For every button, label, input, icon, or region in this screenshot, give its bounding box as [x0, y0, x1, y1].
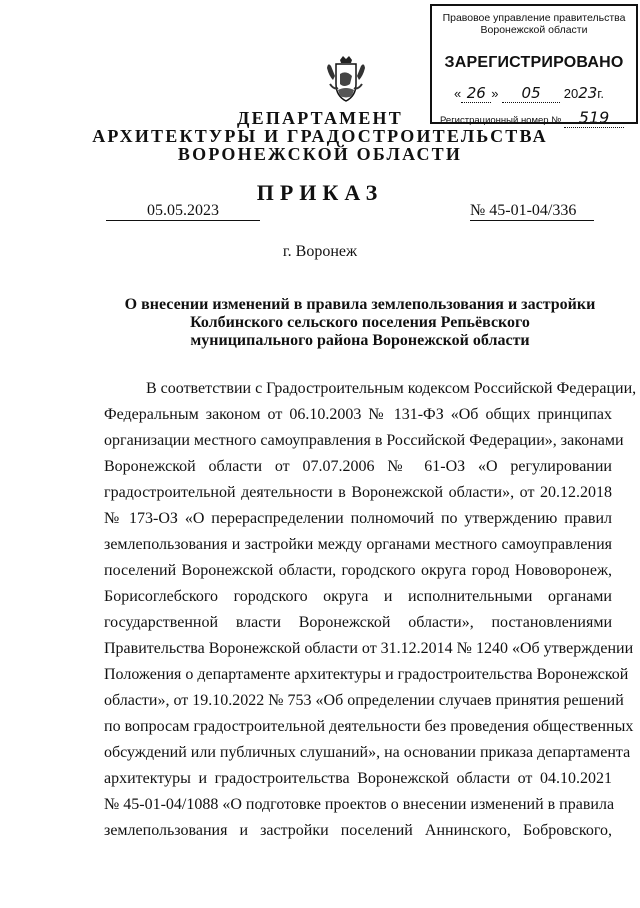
stamp-day: 26 — [461, 84, 491, 103]
stamp-org-line1: Правовое управление правительства — [442, 12, 626, 24]
stamp-date: « 26 » 05 2023г. — [454, 84, 605, 102]
stamp-org-line2: Воронежской области — [480, 24, 588, 36]
body-line: Федеральным законом от 06.10.2003 № 131-ФЗ «Об общих принципах — [104, 406, 612, 423]
body-line: по вопросам градостроительной деятельности без проведения общественных — [104, 718, 634, 735]
subject-line3: муниципального района Воронежской области — [190, 332, 530, 349]
body-line: Правительства Воронежской области от 31.12.2014 № 1240 «Об утверждении — [104, 640, 634, 657]
department-title-line3: ВОРОНЕЖСКОЙ ОБЛАСТИ — [177, 144, 463, 164]
stamp-year-suffix: 23 — [578, 84, 598, 102]
stamp-number: 519 — [564, 108, 624, 128]
registration-stamp — [430, 4, 638, 127]
body-line: организации местного самоуправления в Российской Федерации», законами — [104, 432, 624, 449]
coat-of-arms-icon — [326, 54, 366, 104]
body-line: поселений Воронежской области, городского округа город Нововоронеж, — [104, 562, 612, 579]
order-city: г. Воронеж — [282, 243, 358, 260]
body-line: обсуждений или публичных слушаний», на основании приказа департамента — [104, 744, 631, 761]
body-line: В соответствии с Градостроительным кодексом Российской Федерации, — [146, 380, 637, 397]
order-date: 05.05.2023 — [106, 202, 260, 221]
body-line: землепользования и застройки поселений Аннинского, Бобровского, — [104, 822, 612, 839]
body-line: Воронежской области от 07.07.2006 № 61-ОЗ «О регулировании — [104, 458, 612, 475]
body-line: Борисоглебского городского округа и исполнительными органами — [104, 588, 612, 605]
department-title-line2: АРХИТЕКТУРЫ И ГРАДОСТРОИТЕЛЬСТВА — [92, 126, 548, 146]
stamp-year-prefix: 20 — [563, 86, 579, 101]
body-line: № 173-ОЗ «О перераспределении полномочий по утверждению правил — [104, 510, 612, 527]
order-number: № 45-01-04/336 — [470, 202, 594, 221]
stamp-number-label: Регистрационный номер № — [440, 115, 562, 126]
body-line: землепользования и застройки между органами местного самоуправления — [104, 536, 612, 553]
subject-line2: Колбинского сельского поселения Репьёвского — [190, 314, 530, 331]
body-line: архитектуры и градостроительства Воронежской области от 04.10.2021 — [104, 770, 612, 787]
stamp-registered-label: ЗАРЕГИСТРИРОВАНО — [444, 54, 624, 71]
body-line: Положения о департаменте архитектуры и градостроительства Воронежской — [104, 666, 629, 683]
stamp-month: 05 — [502, 84, 560, 103]
department-title-line1: ДЕПАРТАМЕНТ — [237, 108, 403, 128]
body-line: № 45-01-04/1088 «О подготовке проектов о внесении изменений в правила — [104, 796, 615, 813]
document-type-title: ПРИКАЗ — [256, 180, 384, 205]
body-line: градостроительной деятельности в Воронежской области», от 20.12.2018 — [104, 484, 612, 501]
body-line: государственной власти Воронежской области», постановлениями — [104, 614, 612, 631]
body-line: области», от 19.10.2022 № 753 «Об определении случаев принятия решений — [104, 692, 624, 709]
subject-line1: О внесении изменений в правила землепользования и застройки — [124, 296, 596, 313]
